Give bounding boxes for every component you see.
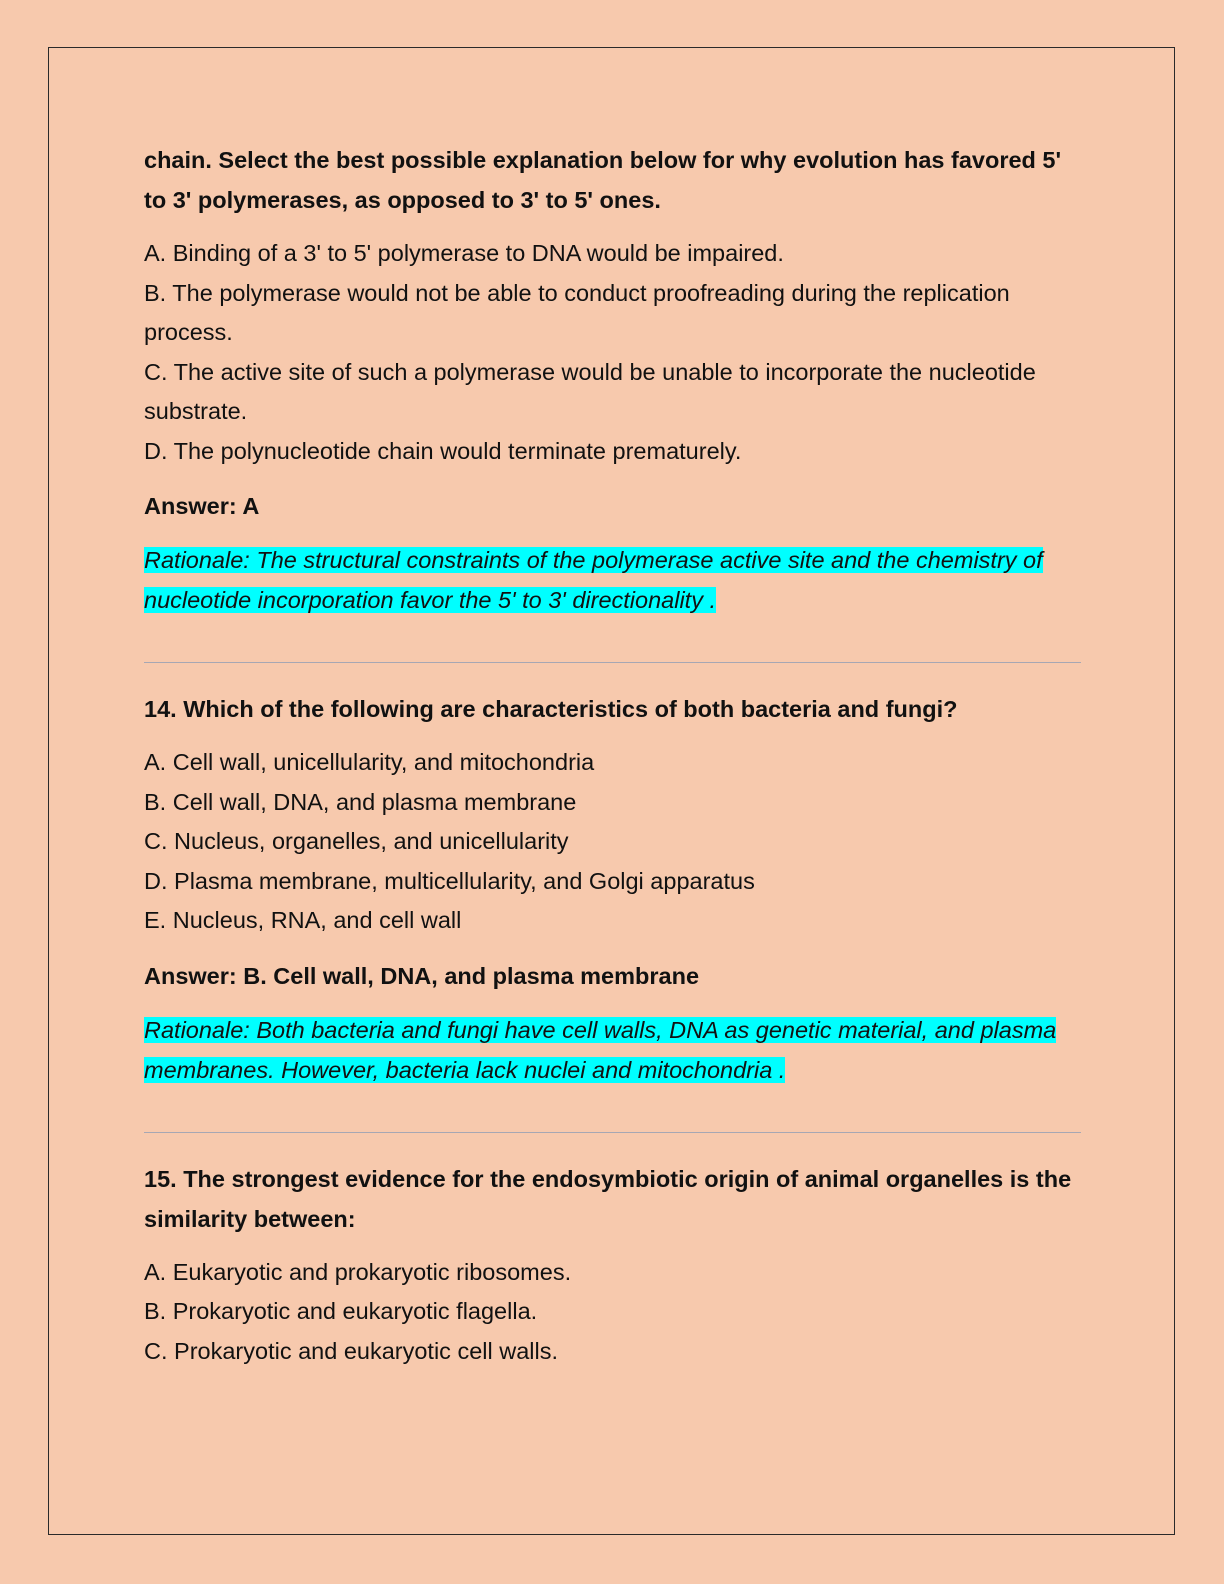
option-a: A. Cell wall, unicellularity, and mitochondria [144, 749, 595, 775]
divider [144, 662, 1081, 663]
rationale-text [144, 540, 1084, 620]
divider [144, 1132, 1081, 1133]
question-text: chain. Select the best possible explanation below for why evolution has favored 5' to 3' polymerases, as opposed to 3' to 5' ones. [144, 147, 1062, 213]
answer-text: Answer: B. Cell wall, DNA, and plasma membrane [144, 962, 700, 989]
option-c: C. Prokaryotic and eukaryotic cell walls. [144, 1337, 559, 1364]
question-block-14 [144, 689, 1084, 1090]
question-block-15 [144, 1159, 1084, 1372]
question-text: 14. Which of the following are characteristics of both bacteria and fungi? [144, 696, 958, 722]
option-c: C. The active site of such a polymerase would be unable to incorporate the nucleotide substrate. [144, 358, 1036, 424]
option-d: D. Plasma membrane, multicellularity, and Golgi apparatus [144, 867, 755, 894]
options-list [144, 234, 1084, 471]
option-e: E. Nucleus, RNA, and cell wall [144, 907, 462, 933]
option-a: A. Eukaryotic and prokaryotic ribosomes. [144, 1258, 572, 1285]
options-list [144, 743, 1084, 941]
question-block-13 [144, 140, 1084, 620]
option-d: D. The polynucleotide chain would terminate prematurely. [144, 437, 742, 464]
option-b: B. Prokaryotic and eukaryotic flagella. [144, 1298, 538, 1324]
option-a: A. Binding of a 3' to 5' polymerase to DNA would be impaired. [144, 240, 784, 266]
option-c: C. Nucleus, organelles, and unicellularity [144, 828, 569, 854]
answer-text: Answer: A [144, 493, 260, 519]
question-text: 15. The strongest evidence for the endosymbiotic origin of animal organelles is the similarity between: [144, 1165, 1072, 1232]
option-b: B. Cell wall, DNA, and plasma membrane [144, 788, 577, 815]
rationale-highlight: Rationale: Both bacteria and fungi have cell walls, DNA as genetic material, and plasma membranes. However, bacteria lack nuclei and mitochondria . [144, 1016, 1057, 1083]
rationale-text [144, 1010, 1084, 1090]
options-list [144, 1253, 1084, 1372]
option-b: B. The polymerase would not be able to conduct proofreading during the replication process. [144, 279, 1010, 345]
document-content [144, 140, 1084, 1371]
rationale-highlight: Rationale: The structural constraints of the polymerase active site and the chemistry of nucleotide incorporation favor the 5' to 3' directionality . [144, 547, 1043, 613]
